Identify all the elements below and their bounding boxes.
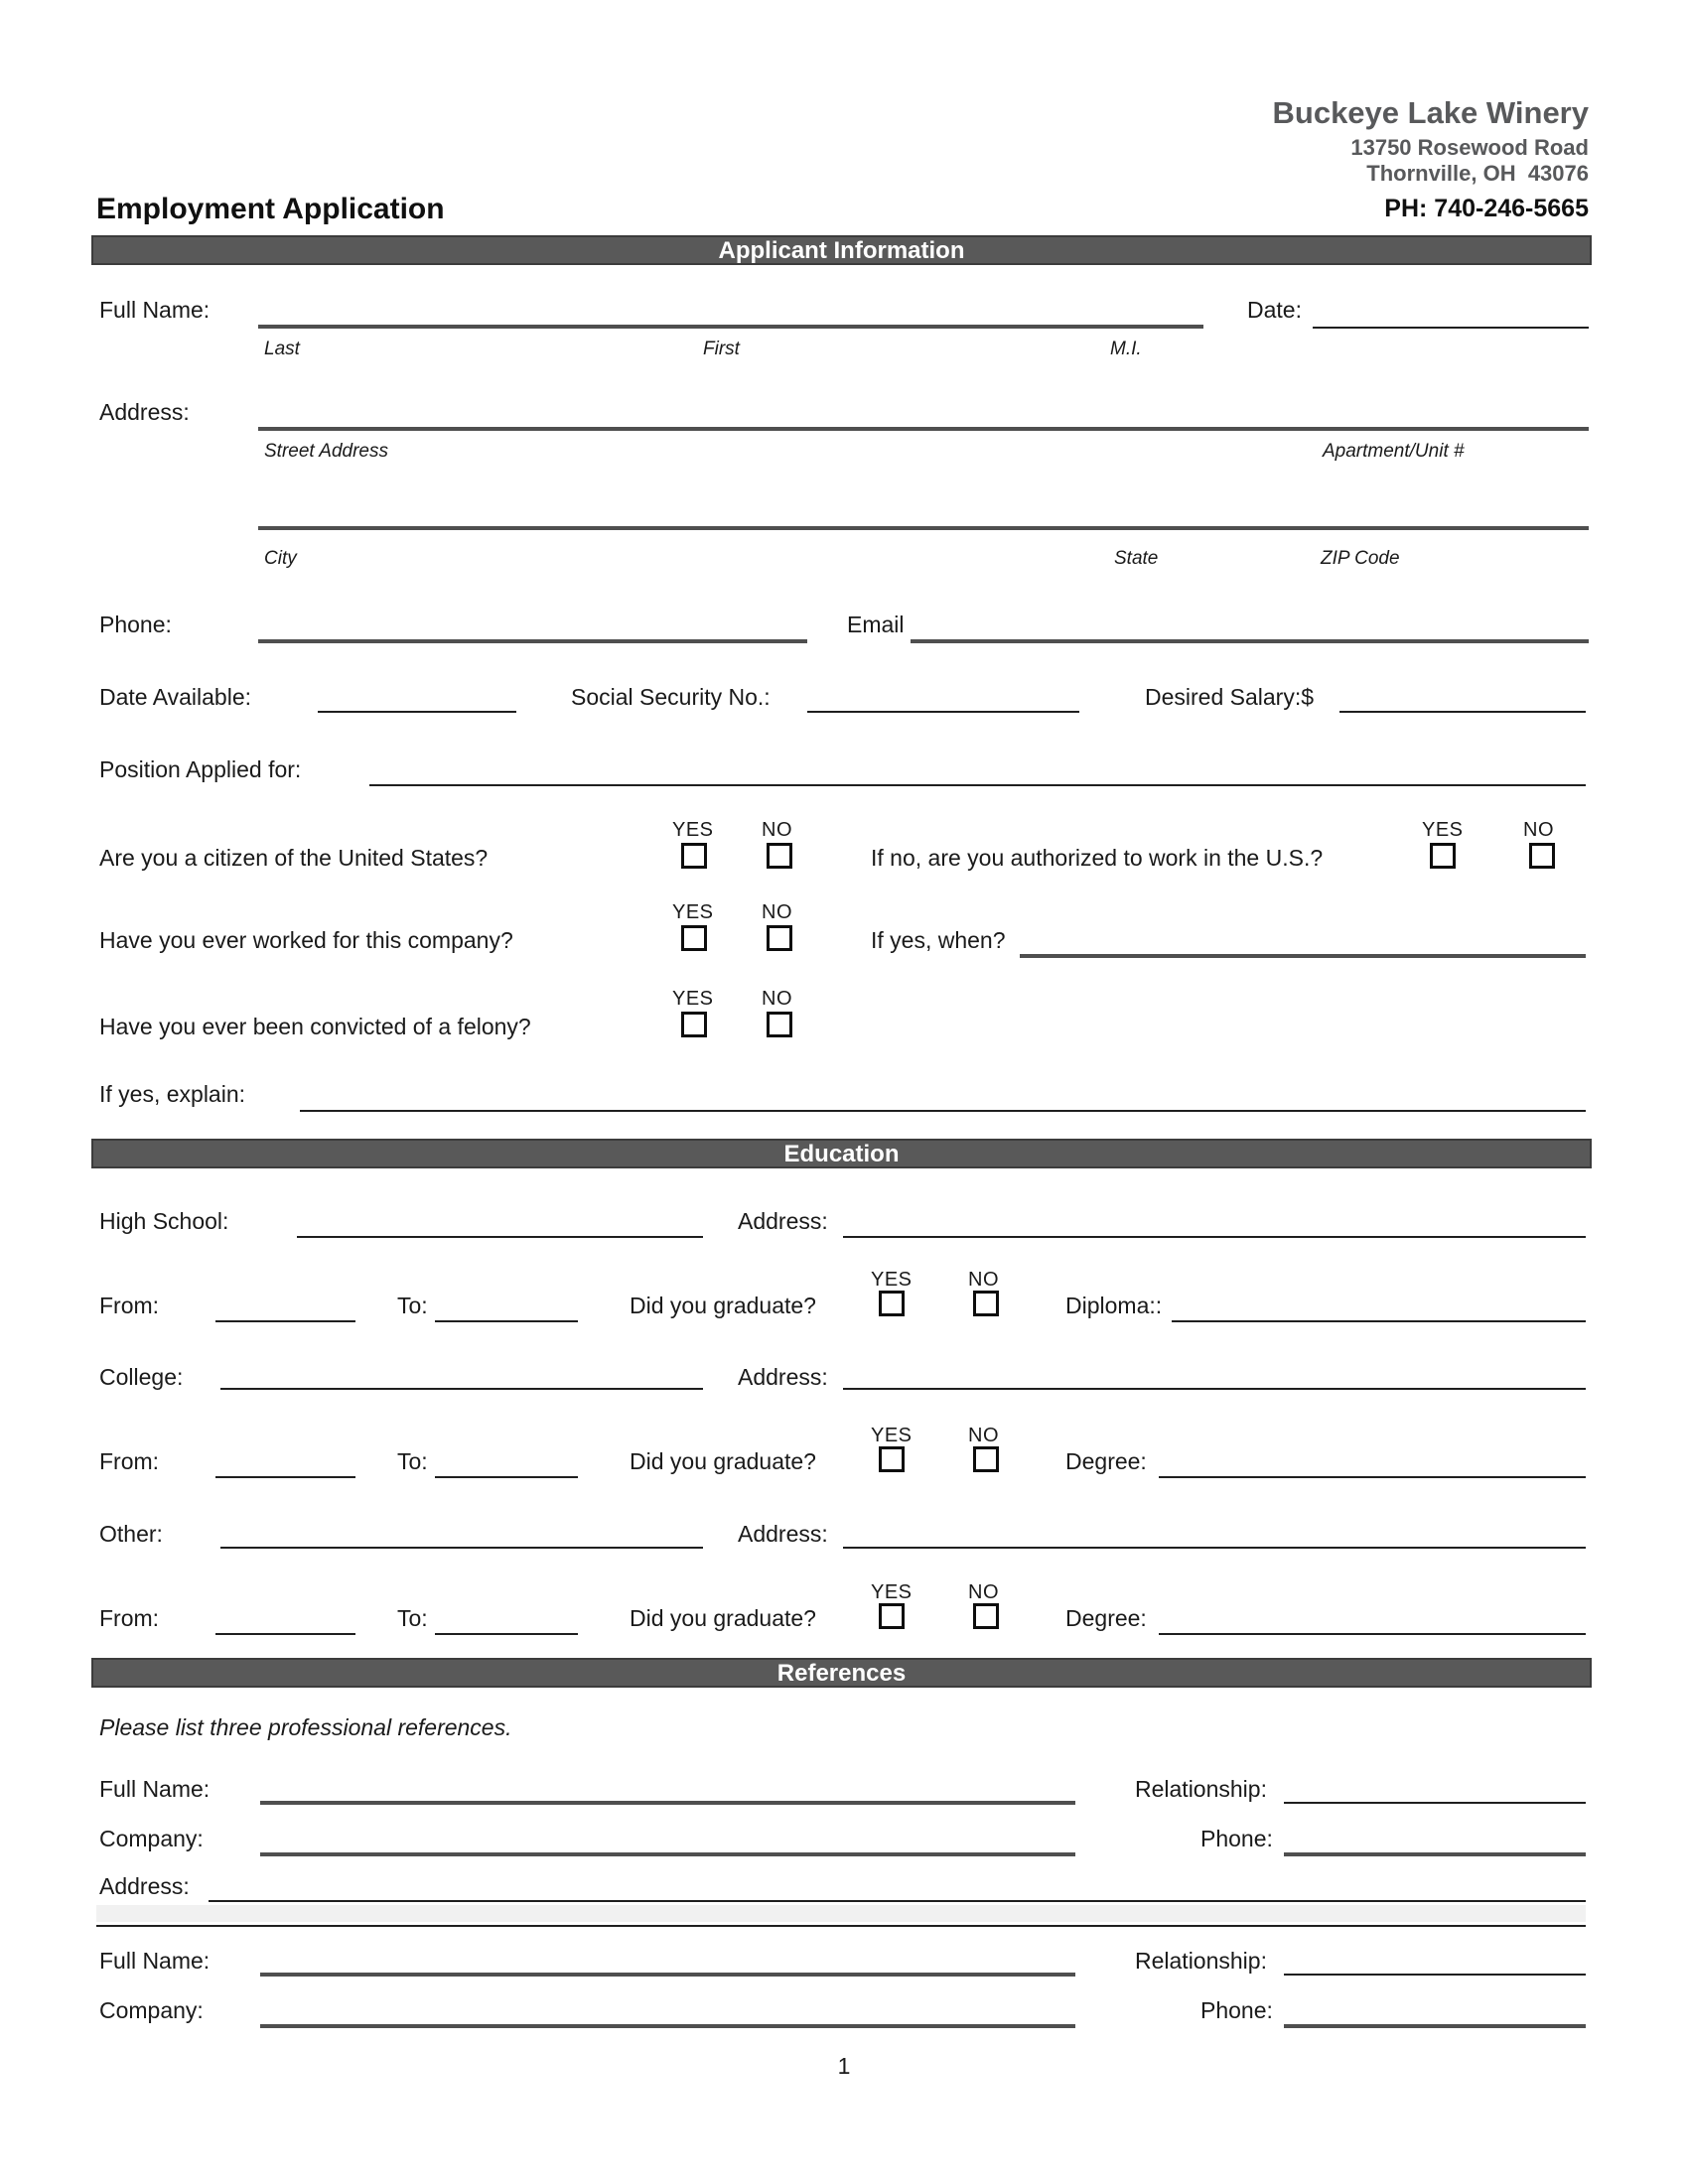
hs-from-line[interactable] xyxy=(215,1320,355,1322)
ref2-phone-line[interactable] xyxy=(1284,2024,1586,2028)
last-name-sublabel: Last xyxy=(264,339,300,359)
ssn-label: Social Security No.: xyxy=(571,684,771,710)
full-name-label: Full Name: xyxy=(99,297,211,323)
ref1-address-line2[interactable] xyxy=(96,1925,1586,1927)
ref1-address-line1[interactable] xyxy=(209,1900,1586,1902)
company-phone: PH: 740-246-5665 xyxy=(1384,195,1589,222)
middle-initial-sublabel: M.I. xyxy=(1110,339,1142,359)
college-graduate-yes-checkbox[interactable] xyxy=(879,1446,905,1472)
other-graduate-no-checkbox[interactable] xyxy=(973,1603,999,1629)
city-sublabel: City xyxy=(264,548,297,569)
felony-question: Have you ever been convicted of a felony? xyxy=(99,1014,531,1039)
hs-graduate-no-checkbox[interactable] xyxy=(973,1291,999,1316)
college-graduate-no-checkbox[interactable] xyxy=(973,1446,999,1472)
other-from-label: From: xyxy=(99,1605,160,1631)
street-address-line[interactable] xyxy=(258,427,1589,431)
citizen-yes-checkbox[interactable] xyxy=(681,843,707,869)
date-available-label: Date Available: xyxy=(99,684,252,710)
ref2-company-label: Company: xyxy=(99,1997,204,2023)
college-graduate-no-header: NO xyxy=(968,1425,999,1446)
college-graduate-label: Did you graduate? xyxy=(630,1448,816,1474)
apartment-sublabel: Apartment/Unit # xyxy=(1323,441,1465,462)
worked-yes-checkbox[interactable] xyxy=(681,925,707,951)
city-state-zip-line[interactable] xyxy=(258,526,1589,530)
section-header-references: References xyxy=(91,1658,1592,1688)
dollar-sign: $ xyxy=(1301,684,1315,710)
high-school-label: High School: xyxy=(99,1208,229,1234)
state-sublabel: State xyxy=(1114,548,1159,569)
ssn-line[interactable] xyxy=(807,711,1079,713)
position-applied-line[interactable] xyxy=(369,784,1586,786)
ref1-full-name-line[interactable] xyxy=(260,1801,1075,1805)
page-number: 1 xyxy=(837,2053,851,2079)
hs-diploma-line[interactable] xyxy=(1172,1320,1586,1322)
felony-no-checkbox[interactable] xyxy=(767,1012,792,1037)
college-label: College: xyxy=(99,1364,184,1390)
authorized-no-checkbox[interactable] xyxy=(1529,843,1555,869)
authorized-yes-checkbox[interactable] xyxy=(1430,843,1456,869)
hs-graduate-yes-checkbox[interactable] xyxy=(879,1291,905,1316)
felony-explain-label: If yes, explain: xyxy=(99,1081,246,1107)
other-degree-label: Degree: xyxy=(1065,1605,1147,1631)
hs-from-label: From: xyxy=(99,1293,160,1318)
hs-graduate-label: Did you graduate? xyxy=(630,1293,816,1318)
college-to-line[interactable] xyxy=(435,1476,578,1478)
worked-when-label: If yes, when? xyxy=(871,927,1006,953)
ref1-phone-line[interactable] xyxy=(1284,1852,1586,1856)
form-title: Employment Application xyxy=(96,193,445,225)
citizen-no-header: NO xyxy=(762,819,792,841)
worked-no-header: NO xyxy=(762,901,792,923)
college-line[interactable] xyxy=(220,1388,703,1390)
college-address-label: Address: xyxy=(738,1364,828,1390)
felony-explain-line[interactable] xyxy=(300,1110,1586,1112)
other-school-line[interactable] xyxy=(220,1547,703,1549)
section-header-applicant-information: Applicant Information xyxy=(91,235,1592,265)
ref2-full-name-line[interactable] xyxy=(260,1973,1075,1977)
hs-to-label: To: xyxy=(397,1293,428,1318)
felony-no-header: NO xyxy=(762,988,792,1010)
section-header-education: Education xyxy=(91,1139,1592,1168)
ref2-full-name-label: Full Name: xyxy=(99,1948,211,1974)
hs-to-line[interactable] xyxy=(435,1320,578,1322)
desired-salary-label xyxy=(1145,685,1314,710)
desired-salary-text: Desired Salary: xyxy=(1145,684,1302,710)
college-degree-label: Degree: xyxy=(1065,1448,1147,1474)
college-to-label: To: xyxy=(397,1448,428,1474)
authorized-yes-header: YES xyxy=(1422,819,1464,841)
hs-diploma-label: Diploma:: xyxy=(1065,1293,1163,1318)
felony-yes-checkbox[interactable] xyxy=(681,1012,707,1037)
ref2-company-line[interactable] xyxy=(260,2024,1075,2028)
ref1-full-name-label: Full Name: xyxy=(99,1776,211,1802)
college-graduate-yes-header: YES xyxy=(871,1425,913,1446)
authorized-question: If no, are you authorized to work in the U.S.? xyxy=(871,845,1324,871)
college-from-line[interactable] xyxy=(215,1476,355,1478)
date-available-line[interactable] xyxy=(318,711,516,713)
hs-graduate-no-header: NO xyxy=(968,1269,999,1291)
ref2-phone-label: Phone: xyxy=(1200,1997,1273,2023)
phone-label: Phone: xyxy=(99,612,172,637)
other-graduate-label: Did you graduate? xyxy=(630,1605,816,1631)
other-to-line[interactable] xyxy=(435,1633,578,1635)
phone-line[interactable] xyxy=(258,639,807,643)
hs-graduate-yes-header: YES xyxy=(871,1269,913,1291)
high-school-address-label: Address: xyxy=(738,1208,828,1234)
high-school-address-line[interactable] xyxy=(843,1236,1586,1238)
address-label: Address: xyxy=(99,399,190,425)
company-address-line1: 13750 Rosewood Road xyxy=(1350,135,1589,160)
college-from-label: From: xyxy=(99,1448,160,1474)
college-degree-line[interactable] xyxy=(1159,1476,1586,1478)
high-school-line[interactable] xyxy=(297,1236,703,1238)
worked-question: Have you ever worked for this company? xyxy=(99,927,513,953)
ref1-phone-label: Phone: xyxy=(1200,1826,1273,1851)
ref1-company-line[interactable] xyxy=(260,1852,1075,1856)
ref2-relationship-label: Relationship: xyxy=(1135,1948,1267,1974)
desired-salary-line[interactable] xyxy=(1339,711,1586,713)
date-label: Date: xyxy=(1247,297,1302,323)
other-school-label: Other: xyxy=(99,1521,163,1547)
ref2-relationship-line[interactable] xyxy=(1284,1974,1586,1976)
citizen-question: Are you a citizen of the United States? xyxy=(99,845,489,871)
worked-no-checkbox[interactable] xyxy=(767,925,792,951)
email-line[interactable] xyxy=(911,639,1589,643)
ref1-relationship-label: Relationship: xyxy=(1135,1776,1267,1802)
worked-yes-header: YES xyxy=(672,901,714,923)
date-line[interactable] xyxy=(1313,327,1589,329)
felony-yes-header: YES xyxy=(672,988,714,1010)
first-name-sublabel: First xyxy=(703,339,740,359)
citizen-yes-header: YES xyxy=(672,819,714,841)
ref1-address-row-shade xyxy=(96,1905,1586,1922)
position-applied-label: Position Applied for: xyxy=(99,756,302,782)
street-address-sublabel: Street Address xyxy=(264,441,388,462)
other-to-label: To: xyxy=(397,1605,428,1631)
other-address-line[interactable] xyxy=(843,1547,1586,1549)
ref1-relationship-line[interactable] xyxy=(1284,1802,1586,1804)
citizen-no-checkbox[interactable] xyxy=(767,843,792,869)
other-graduate-yes-checkbox[interactable] xyxy=(879,1603,905,1629)
other-address-label: Address: xyxy=(738,1521,828,1547)
authorized-no-header: NO xyxy=(1523,819,1554,841)
references-note: Please list three professional references. xyxy=(99,1714,512,1740)
email-label: Email xyxy=(847,612,905,637)
other-degree-line[interactable] xyxy=(1159,1633,1586,1635)
other-graduate-no-header: NO xyxy=(968,1581,999,1603)
ref1-company-label: Company: xyxy=(99,1826,204,1851)
company-address-line2: Thornville, OH 43076 xyxy=(1366,161,1589,186)
other-from-line[interactable] xyxy=(215,1633,355,1635)
college-address-line[interactable] xyxy=(843,1388,1586,1390)
zip-sublabel: ZIP Code xyxy=(1321,548,1400,569)
worked-when-line[interactable] xyxy=(1020,954,1586,958)
ref1-address-label: Address: xyxy=(99,1873,190,1899)
full-name-line[interactable] xyxy=(258,325,1203,329)
company-name: Buckeye Lake Winery xyxy=(1272,95,1589,130)
other-graduate-yes-header: YES xyxy=(871,1581,913,1603)
